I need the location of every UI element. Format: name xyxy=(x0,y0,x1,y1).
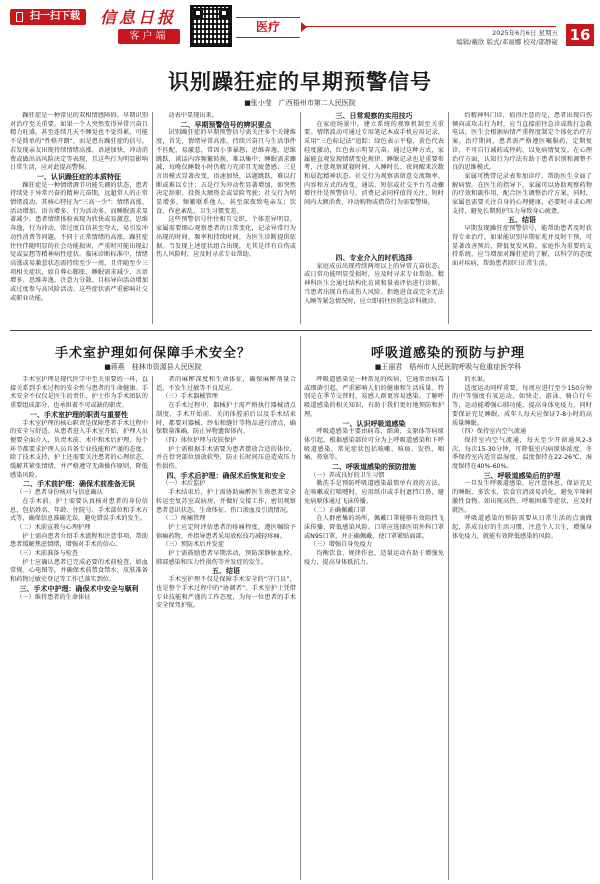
subsection-heading: （一）维持患者的生命体征 xyxy=(16,593,91,601)
subsection-heading: （四）体位护理与皮肤保护 xyxy=(162,436,237,444)
article3-column-2 xyxy=(452,376,592,880)
paragraph: 识别躁狂症的早期预警信号需关注多个关键维度，首先，情绪异常高涨，持续兴奋且与生活事件不匹配，易激惹，常因小事暴怒；思维奔逸，思维跳跃，谈话内容频繁转换，难以集中；睡眠需求骤减，每晚仅睡数小时仍精力充沛且无疲惫感；三是言语模式显著改变，语速加快，话题跳跃，难以打断或难以专注；五是行为冲动性显著增加，如突然决定辞职、投资大额资金或冒险驾驶；社交行为明显增多，频繁联系他人，甚至深夜致电亲友；饮食、作息紊乱，卫生习惯变差。 xyxy=(156,129,296,215)
section-heading: 二、手术前护理：确保术前准备无误 xyxy=(23,479,135,489)
subsection-heading: （一）患者身份核对与信息确认 xyxy=(16,489,103,497)
page-number: 16 xyxy=(566,24,594,46)
section-heading: 五、结语 xyxy=(212,566,240,576)
section-heading: 一、认识躁狂症的本质特征 xyxy=(37,171,121,181)
paragraph: 在人群密集的场所，佩戴口罩能够有效阻挡飞沫传播，降低感染风险。口罩应选择医用外科口罩或N95口罩，并正确佩戴，使口罩紧贴面部。 xyxy=(304,515,444,540)
scan-download-button[interactable] xyxy=(10,9,86,25)
subsection-heading: （二）术前宣教与心理护理 xyxy=(16,523,91,531)
paragraph: 在手术前，护士需要认真核对患者的身份信息，包括姓名、年龄、住院号、手术部位和手术方式等，确保信息准确无误，避免错误手术的发生。 xyxy=(10,497,148,523)
paragraph: 在家庭场景中，建立系统的观察机制至关重要。情绪波动可通过专用笔记本或手机应用记录，采用“三色标记法”追踪：绿色表示平稳，黄色代表轻度激动，红色表示明显亢奋。通过这种方式，家属能直观发现情绪变化规律。睡眠记录也是重要参考，注意观察就寝时间、入睡时长、夜间醒来次数和晨起精神状态。社交行为观察需留意交流频率、内容和方式的改变，通话、短信或社交平台互动骤增往往是预警信号。消费记录同样值得关注，短时间内大额消费、冲动购物或借贷行为需要警惕。 xyxy=(304,120,444,207)
paragraph: 手术室护理不仅是保障手术安全的“守门员”，也是整个手术过程中的“协调者”。手术室护士凭借专业技能和严谨的工作态度，为每一位患者的手术安全保驾护航。 xyxy=(156,576,296,610)
section-heading: 二、早期预警信号的辨识要点 xyxy=(180,119,272,129)
issue-date: 2025年6月6日 星期五 xyxy=(492,29,558,37)
section-heading: 二、呼吸道感染的预防措施 xyxy=(332,462,416,472)
subsection-heading: （一）养成良好的卫生习惯 xyxy=(310,471,385,479)
article-separator xyxy=(10,330,592,331)
article3-column-1 xyxy=(304,376,444,880)
section-heading: 一、认识呼吸道感染 xyxy=(342,418,406,428)
subsection-heading: （三）手术器械管理 xyxy=(162,393,218,401)
paragraph: 适度运动同样重要，每周应进行至少150分钟的中等强度有氧运动，如快走、游泳、骑自行车等，运动能增强心肺功能，提高身体免疫力。同时要保证充足睡眠，成年人每天应保证7-8小时的高质量睡眠。 xyxy=(452,384,592,427)
section-heading: 四、专业介入的时机选择 xyxy=(335,254,413,262)
client-label: 客户端 xyxy=(118,29,180,44)
paragraph: 护士需鼓励患者早期活动，预防深静脉血栓、肺部感染和压力性损伤等并发症的发生。 xyxy=(156,550,296,566)
subsection-heading: （二）正确佩戴口罩 xyxy=(310,506,366,514)
subsection-heading: （四）保持室内空气流通 xyxy=(458,428,527,436)
paragraph: 早期发现躁狂症预警信号，能帮助患者及时获得专业治疗。如果能识别早期征兆并及时干预，可显著改善预后，降低复发风险。家庭作为重要的支持系统，应当增加对躁狂症的了解，以科学的态度面对疾病，帮助患者回归正常生活。 xyxy=(452,225,592,267)
paragraph: 勤洗手是预防呼吸道感染最简单有效的方法。在咳嗽或打喷嚏时，应用纸巾或手肘遮挡口鼻，避免病原体通过飞沫传播。 xyxy=(304,480,444,505)
paragraph: 动表中显现出来。 xyxy=(168,112,218,119)
section-heading: 五、结语 xyxy=(508,215,536,225)
paragraph: 的水果。 xyxy=(464,376,490,383)
paragraph: 呼吸道感染的预防需要从日常生活的点滴做起，养成良好的生活习惯，注意个人卫生，增强身体免疫力，就能有效降低感染的风险。 xyxy=(452,515,592,540)
paragraph: 护士需向患者介绍手术流程和注意事项，帮助患者缓解焦虑情绪，增强对手术的信心。 xyxy=(10,532,148,549)
header-divider xyxy=(306,26,556,27)
paragraph: 护士应定时评估患者的疼痛程度，遵医嘱给予镇痛药物，并指导患者采用放松技巧减轻疼痛。 xyxy=(156,523,296,540)
paragraph: 在手术过程中，器械护士需严格执行器械清点制度，手术开始前、关闭体腔前后以及手术结束时，都要对器械、纱布和缝针等物品进行清点，确保数量准确，防止异物遗留体内。 xyxy=(156,402,296,436)
paragraph: 者的麻醉深度和生命体征，确保麻醉剂量合适，不发生过敏等不良反应。 xyxy=(156,376,296,392)
column-divider xyxy=(448,376,449,880)
paragraph: 躁狂症是一种常见的双相情感障碍。早期识别对治疗至关重要。如果一个人突然变得异常兴奋且精力旺盛，甚至连续几天不睡觉也不觉得累，可能不是简单的“性格开朗”，而是患有躁狂症的信号。若发现亲友出现持续情绪高涨、语速加快、冲动消费或做出高风险决定等表现，且这些行为明显影响日常生活，应对此提高警惕。 xyxy=(10,112,148,172)
section-heading: 四、手术后护理：确保术后恢复和安全 xyxy=(166,470,286,480)
page-header xyxy=(0,0,600,60)
article2-title: 手术室护理如何保障手术安全？ xyxy=(54,346,251,361)
paragraph: 一旦发生呼吸道感染，应注意休息，保证充足的睡眠，多饮水，饮食宜清淡易消化，避免辛辣刺激性食物。如出现高热、呼吸困难等症状，应及时就医。 xyxy=(452,480,592,514)
paragraph: 护士应确认患者已完成必要的术前检查，如血常规、心电图等，并确保术前禁食禁水、皮肤准备和药物过敏史登记等工作已落实到位。 xyxy=(10,558,148,584)
section-heading: 一、手术室护理的职责与重要性 xyxy=(30,409,128,419)
paragraph: 手术结束后，护士需协助麻醉医生将患者安全转运至复苏室或病房，并做好交接工作，密切观察患者意识状态、生命体征、伤口渗血及引流情况。 xyxy=(156,489,296,514)
phone-icon xyxy=(16,12,23,22)
issue-meta xyxy=(428,29,558,47)
paragraph: 家属可携带记录表参加诊疗，帮助医生全面了解病情。在医生的指导下，家属可以协助观察药物的疗效和副作用，配合医生调整治疗方案。同时，家属也需要关注自身的心理健康，必要时寻求心理支持，避免长期照护压力导致身心疲惫。 xyxy=(452,172,592,215)
article3-title: 呼吸道感染的预防与护理 xyxy=(370,346,525,361)
section-heading: 三、日常观察的实用技巧 xyxy=(335,112,413,120)
subsection-heading: （二）疼痛管理 xyxy=(162,515,206,523)
column-divider xyxy=(448,112,449,324)
section-label: 医疗 xyxy=(255,20,280,34)
paragraph: 呼吸道感染是一种常见的疾病，它通常由病毒或细菌引起，严重影响人们的健康和生活质量。特别是在季节交替时，易感人群更容易感染。了解呼吸道感染的相关知识，有助于我们更好地预防和护理。 xyxy=(304,376,444,418)
arrow-right-icon xyxy=(301,22,307,32)
article1-column-3 xyxy=(304,112,444,252)
paragraph: 呼吸道感染主要由病毒、细菌、支原体等病原体引起，根据感染部位可分为上呼吸道感染和下呼吸道感染。常见症状包括咳嗽、咳痰、发热、咽痛、鼻塞等。 xyxy=(304,428,444,462)
article2-column-2 xyxy=(156,376,296,880)
article1-column-2 xyxy=(156,112,296,324)
article1-column-3-section-4 xyxy=(304,254,444,324)
column-divider xyxy=(152,112,153,324)
paragraph: 手术室护理的核心职责是保障患者手术过程中的安全与舒适。从患者进入手术室开始，护理人员便要全面介入，负责术前、术中和术后护理，每个环节都要求护理人员具备专业技能和严谨的态度。除了技术支持，护士还需要关注患者的心理状态，缓解其紧张情绪，并严格遵守无菌操作原则，降低感染风险。 xyxy=(10,419,148,479)
section-heading: 三、呼吸道感染后的护理 xyxy=(483,470,561,480)
column-divider xyxy=(152,376,153,880)
subsection-heading: （一）术后监护 xyxy=(162,480,206,488)
newspaper-logo: 信息日报 xyxy=(100,8,177,27)
article1-column-4 xyxy=(452,112,592,324)
paragraph: 护士需根据手术需要为患者摆放合适的体位，并在骨突部位加放软垫，防止长时间压迫造成压力性损伤。 xyxy=(156,445,296,471)
article3-byline: ■王丽君 梧州市人民医院呼吸与危重症医学科 xyxy=(374,363,522,371)
article1-byline: ■张小莹 广西梧州市第二人民医院 xyxy=(244,99,356,107)
paragraph: 这些预警信号往往相互交织，个体差异明显。家属需要细心观察患者的日常变化，记录异常行为出现的时间、频率和持续时间，为医生诊断提供依据。当发现上述症状组合出现，尤其是伴有自伤或伤人风险时，应及时寻求专业帮助。 xyxy=(156,216,296,259)
article-divider xyxy=(300,336,301,880)
paragraph: 约精神科门诊，值得注意的是，患者出现自伤倾向或攻击行为时，应当直接前往急诊或拨打急救电话，医生会根据病情严重程度制定个体化治疗方案。治疗期间，患者需严格遵医嘱服药，定期复诊，不可自行减药或停药，以免病情复发。在心理治疗方面，认知行为疗法有助于患者识别和调整不良的思维模式。 xyxy=(452,112,592,172)
section-heading: 三、手术中护理：确保术中安全与顺利 xyxy=(19,583,139,593)
paragraph: 家庭成员出现持续两周以上的异常亢奋状态，或日常功能明显受损时，应及时寻求专业帮助。精神科医生会通过结构化访谈和量表评估进行诊断。当患者出现自伤或伤人风险、拒绝进食或完全无法入睡等紧急情况时，应立即前往医院急诊科就诊。 xyxy=(304,262,444,305)
article1-column-1 xyxy=(10,112,148,324)
scan-download-label: 扫一扫下载 xyxy=(30,11,80,22)
paragraph: 躁狂症是一种情绪调节功能失调的状态，患者持续处于异常兴奋的精神亢奋期，远超常人的正常情绪波动。其核心特征为“三高一少”：情绪高涨、活动增加、语言增多、行为活动多，而睡眠需求显著减少。患者情绪体验表现为欣快或易激惹，思维奔逸，行为冲动，常过度自信甚至夸大，易引发冲动性消费等问题。不同于正常情绪的高涨，躁狂症往往伴随明显的社会功能损害，严重时可能出现幻觉或妄想等精神病性症状。临床诊断标准中，情绪高涨或易激惹状态需持续至少一周，且伴随至少三项相关症状，如自尊心膨胀、睡眠需求减少、言语增多、思维奔逸、注意力分散、目标导向活动增加或过度参与高风险活动。这些症状需严重影响社交或职业功能。 xyxy=(10,181,148,302)
column-divider xyxy=(300,112,301,324)
issue-editors: 编辑/戴欣 版式/邓丽娜 校对/邵静崴 xyxy=(456,38,558,46)
subsection-heading: （三）增强自身免疫力 xyxy=(310,541,373,549)
section-tab-medical xyxy=(236,17,300,38)
paragraph: 手术室护理是现代医学中至关重要的一环，直接关系到手术过程的安全性与患者的生命健康。手术安全不仅仅是医生的责任，护士作为手术团队的重要组成部分，也承担着不可或缺的职责。 xyxy=(10,376,148,410)
qr-code-icon[interactable] xyxy=(190,5,232,47)
subsection-heading: （三）预防术后并发症 xyxy=(162,541,225,549)
paragraph: 均衡饮食、规律作息、适量运动有助于增强免疫力，提高身体抵抗力。 xyxy=(304,550,444,566)
article2-byline: ■蒋燕 桂林市资源县人民医院 xyxy=(104,363,202,371)
article1-title: 识别躁狂症的早期预警信号 xyxy=(168,69,432,94)
article2-column-1 xyxy=(10,376,148,880)
subsection-heading: （三）术前准备与检查 xyxy=(16,550,79,558)
paragraph: 保持室内空气流通，每天至少开窗通风2-3次，每次15-30分钟，可降低室内病原体浓度。冬季保持室内适宜温湿度，温度保持在22-26℃，湿度保持在40%-60%。 xyxy=(452,436,592,471)
